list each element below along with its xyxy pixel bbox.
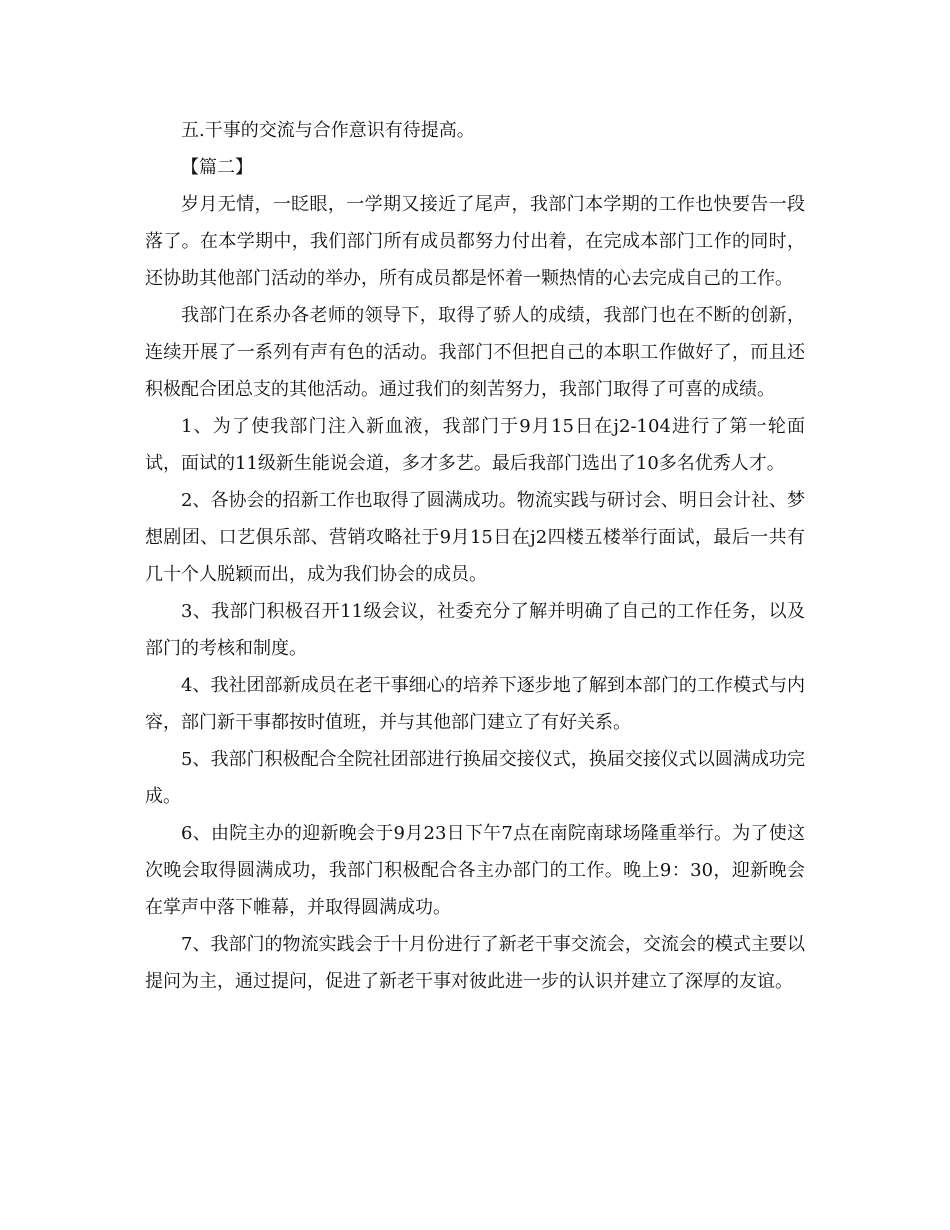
paragraph-summary-point-five: 五.干事的交流与合作意识有待提高。 (181, 120, 475, 141)
list-item-5: 5、我部门积极配合全院社团部进行换届交接仪式，换届交接仪式以圆满成功完成。 (145, 749, 805, 807)
list-item-4: 4、我社团部新成员在老干事细心的培养下逐步地了解到本部门的工作模式与内容，部门新干事都按时值班，并与其他部门建立了有好关系。 (145, 675, 805, 733)
list-item-6: 6、由院主办的迎新晚会于9月23日下午7点在南院南球场隆重举行。为了使这次晚会取得圆满成功，我部门积极配合各主办部门的工作。晚上9：30，迎新晚会在掌声中落下帷幕，并取得圆满成功。 (145, 823, 805, 918)
list-item-1: 1、为了使我部门注入新血液，我部门于9月15日在j2-104进行了第一轮面试，面试的11级新生能说会道，多才多艺。最后我部门选出了10多名优秀人才。 (145, 416, 805, 474)
list-item-3: 3、我部门积极召开11级会议，社委充分了解并明确了自己的工作任务，以及部门的考核和制度。 (145, 601, 805, 659)
list-item-2: 2、各协会的招新工作也取得了圆满成功。物流实践与研讨会、明日会计社、梦想剧团、口艺俱乐部、营销攻略社于9月15日在j2四楼五楼举行面试，最后一共有几十个人脱颖而出，成为我们协会的成员。 (145, 490, 805, 585)
list-item-7: 7、我部门的物流实践会于十月份进行了新老干事交流会，交流会的模式主要以提问为主，通过提问，促进了新老干事对彼此进一步的认识并建立了深厚的友谊。 (145, 934, 805, 992)
section-heading-part-two: 【篇二】 (181, 157, 253, 178)
paragraph-achievements: 我部门在系办各老师的领导下，取得了骄人的成绩，我部门也在不断的创新，连续开展了一系列有声有色的活动。我部门不但把自己的本职工作做好了，而且还积极配合团总支的其他活动。通过我们的刻苦努力，我部门取得了可喜的成绩。 (145, 305, 805, 400)
document-body (145, 112, 805, 1000)
paragraph-intro: 岁月无情，一眨眼，一学期又接近了尾声，我部门本学期的工作也快要告一段落了。在本学期中，我们部门所有成员都努力付出着，在完成本部门工作的同时，还协助其他部门活动的举办，所有成员都是怀着一颗热情的心去完成自己的工作。 (145, 194, 805, 289)
